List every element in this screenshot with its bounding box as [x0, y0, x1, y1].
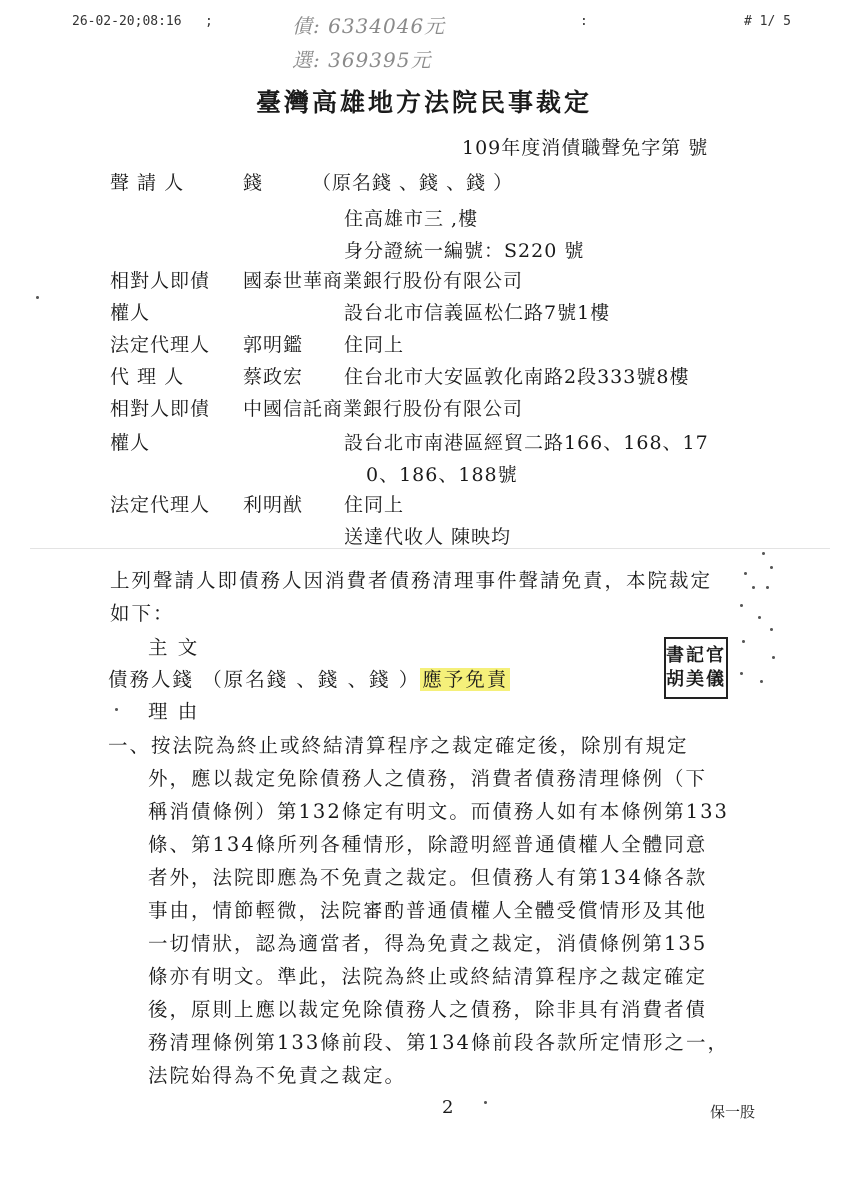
party-name: 蔡政宏: [243, 366, 304, 388]
party-detail: 住台北市大安區敦化南路2段333號8樓: [344, 366, 690, 388]
scan-speck: [744, 572, 747, 575]
party-detail: 0、186、188號: [366, 464, 518, 486]
page-number: 2: [442, 1097, 454, 1118]
reason-line: 者外，法院即應為不免責之裁定。但債務人有第134條各款: [148, 866, 708, 889]
document-title: 臺灣高雄地方法院民事裁定: [255, 88, 592, 117]
party-label: 相對人即債: [110, 398, 211, 420]
party-name: 利明猷: [243, 494, 304, 516]
party-detail: 設台北市信義區松仁路7號1樓: [344, 302, 611, 324]
party-name: 國泰世華商業銀行股份有限公司: [243, 270, 524, 292]
fax-page-indicator: # 1/ 5: [744, 14, 791, 29]
party-detail: 設台北市南港區經貿二路166、168、17: [344, 432, 709, 454]
preamble-line: 如下：: [110, 602, 175, 625]
main-heading: 主 文: [148, 636, 200, 659]
scan-speck: [740, 604, 743, 607]
scan-speck: [36, 296, 39, 299]
handwritten-note: 債: 6334046元: [292, 14, 446, 38]
scan-divider: [30, 548, 830, 549]
reason-line: 務清理條例第133條前段、第134條前段各款所定情形之一，: [148, 1031, 729, 1054]
party-label: 相對人即債: [110, 270, 211, 292]
party-name: 中國信託商業銀行股份有限公司: [243, 398, 524, 420]
reason-line: 事由，情節輕微，法院審酌普通債權人全體受償情形及其他: [148, 899, 708, 922]
reason-line: 法院始得為不免責之裁定。: [148, 1064, 407, 1087]
reason-heading: 理 由: [148, 700, 200, 723]
scan-speck: [740, 672, 743, 675]
fax-separator: :: [580, 14, 588, 29]
stamp-name: 胡美儀: [666, 669, 726, 690]
scan-speck: [762, 552, 765, 555]
party-label: 權人: [110, 302, 151, 324]
party-label: 法定代理人: [110, 494, 211, 516]
scan-speck: [770, 628, 773, 631]
reason-line: 條、第134條所列各種情形，除證明經普通債權人全體同意: [148, 833, 708, 856]
scan-speck: [770, 566, 773, 569]
footer-tag: 保一股: [710, 1103, 756, 1121]
party-detail: 身分證統一編號：S220 號: [344, 240, 585, 262]
scan-speck: [758, 616, 761, 619]
reason-line: 一、按法院為終止或終結清算程序之裁定確定後，除別有規定: [108, 734, 689, 757]
party-detail: 住高雄市三 ,樓: [344, 208, 479, 230]
scan-speck: [772, 656, 775, 659]
preamble-line: 上列聲請人即債務人因消費者債務清理事件聲請免責，本院裁定: [110, 569, 713, 592]
scan-speck: [484, 1101, 487, 1104]
reason-line: 稱消債條例）第132條定有明文。而債務人如有本條例第133: [148, 800, 729, 823]
party-label: 權人: [110, 432, 151, 454]
ruling-highlight: 應予免責: [422, 668, 509, 691]
party-name: 郭明鑑: [243, 334, 304, 356]
party-label: 法定代理人: [110, 334, 211, 356]
party-detail: 住同上: [344, 494, 405, 516]
reason-line: 一切情狀，認為適當者，得為免責之裁定，消債條例第135: [148, 932, 708, 955]
fax-timestamp: 26-02-20;08:16: [72, 14, 182, 29]
fax-separator: ;: [205, 14, 213, 29]
party-label: 聲 請 人: [110, 172, 185, 194]
party-label: 代 理 人: [110, 366, 185, 388]
handwritten-note: 選: 369395元: [292, 48, 432, 72]
reason-line: 外，應以裁定免除債務人之債務，消費者債務清理條例（下: [148, 767, 708, 790]
party-name: 錢: [243, 172, 264, 194]
reason-line: 條亦有明文。準此，法院為終止或終結清算程序之裁定確定: [148, 965, 708, 988]
party-detail: 住同上: [344, 334, 405, 356]
scan-speck: [115, 708, 118, 711]
ruling-text: 債務人錢 （原名錢 、錢 、錢 ）: [108, 668, 421, 691]
scan-speck: [742, 640, 745, 643]
party-detail: 送達代收人 陳映均: [344, 526, 512, 548]
party-detail: （原名錢 、錢 、錢 ）: [312, 172, 514, 194]
case-number: 109年度消債職聲免字第 號: [462, 137, 709, 159]
scan-speck: [752, 586, 755, 589]
scan-speck: [760, 680, 763, 683]
clerk-stamp: [664, 637, 728, 699]
ruling-line: [108, 664, 510, 692]
reason-line: 後，原則上應以裁定免除債務人之債務，除非具有消費者債: [148, 998, 708, 1021]
stamp-title: 書記官: [666, 645, 726, 666]
scan-speck: [766, 586, 769, 589]
